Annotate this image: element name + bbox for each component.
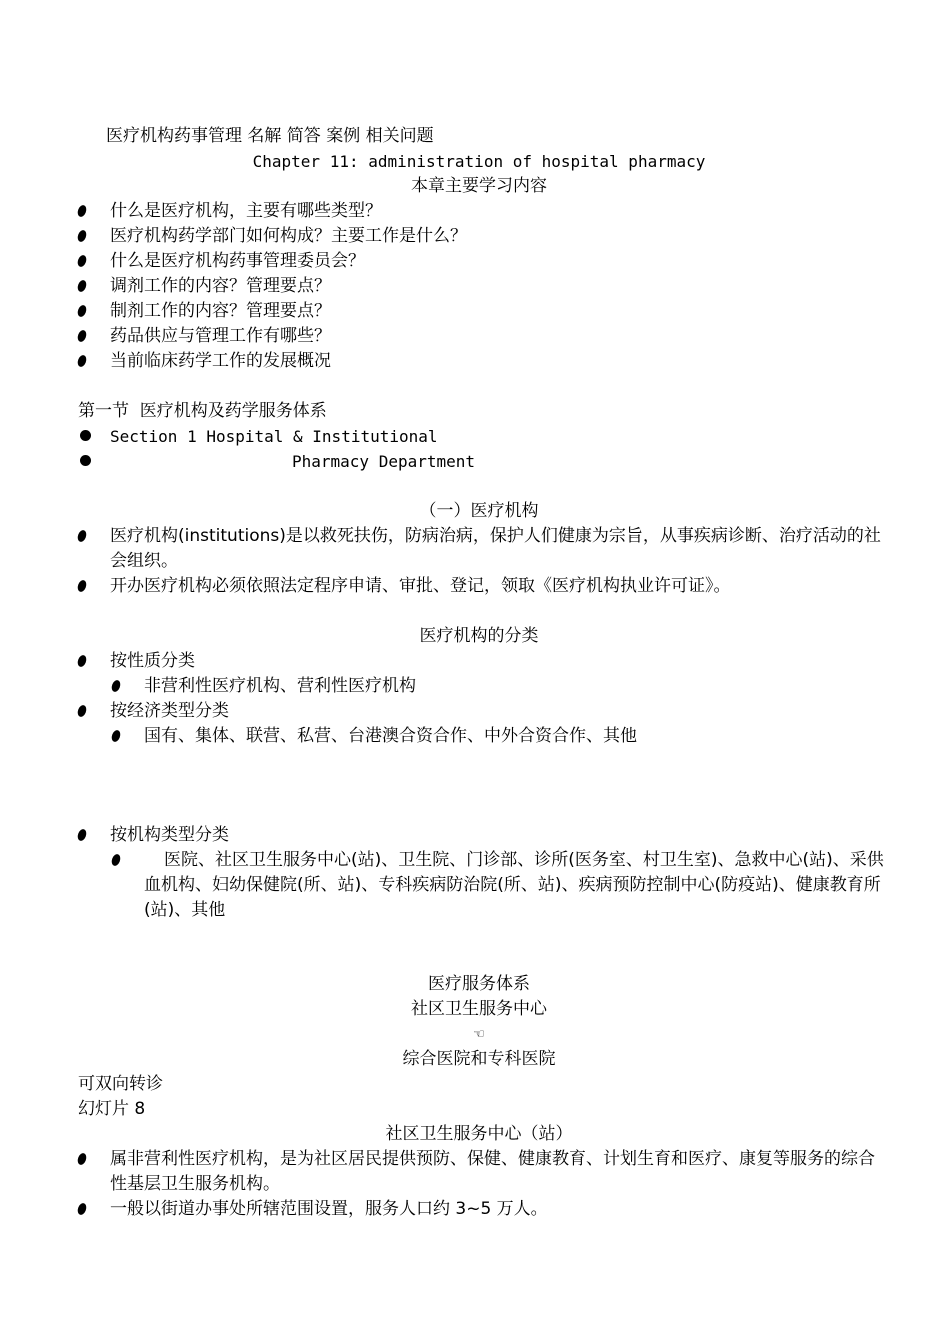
list-item: 调剂工作的内容？管理要点？ — [110, 276, 331, 296]
pointing-hand-icon: ☜ — [473, 1027, 485, 1042]
bullet-icon — [76, 529, 88, 543]
list-item: 什么是医疗机构药事管理委员会？ — [110, 251, 365, 271]
section-english-line: Pharmacy Department — [292, 452, 476, 471]
paragraph: 开办医疗机构必须依照法定程序申请、审批、登记，领取《医疗机构执业许可证》。 — [110, 576, 731, 596]
list-item: 按性质分类 — [110, 651, 195, 671]
bullet-icon — [76, 354, 88, 368]
section-english-line: Section 1 Hospital & Institutional — [110, 427, 438, 446]
service-system-heading: 医疗服务体系 — [428, 974, 530, 994]
list-subitem: 医院、社区卫生服务中心(站)、卫生院、门诊部、诊所(医务室、村卫生室)、急救中心(站)、采供血机构、妇幼保健院(所、站)、专科疾病防治院(所、站)、疾病预防控制中心(防疫站)、健康教育所(站)、其他 — [144, 850, 884, 920]
bullet-icon — [76, 329, 88, 343]
bullet-icon — [76, 704, 88, 718]
paragraph: 医疗机构(institutions)是以救死扶伤，防病治病，保护人们健康为宗旨，从事疾病诊断、治疗活动的社会组织。 — [110, 526, 881, 571]
bullet-icon — [76, 254, 88, 268]
community-center-label: 社区卫生服务中心 — [411, 999, 547, 1019]
list-item: 当前临床药学工作的发展概况 — [110, 351, 331, 371]
bullet-icon — [76, 579, 88, 593]
list-item: 药品供应与管理工作有哪些？ — [110, 326, 331, 346]
list-item: 按经济类型分类 — [110, 701, 229, 721]
study-heading: 本章主要学习内容 — [411, 176, 547, 196]
bullet-icon — [110, 729, 122, 743]
bullet-icon — [76, 304, 88, 318]
list-subitem: 国有、集体、联营、私营、台港澳合资合作、中外合资合作、其他 — [144, 726, 637, 746]
bullet-icon — [76, 828, 88, 842]
bullet-icon — [76, 204, 88, 218]
slide-label: 幻灯片 8 — [78, 1099, 146, 1119]
classification-heading: 医疗机构的分类 — [419, 626, 539, 646]
hospitals-label: 综合医院和专科医院 — [402, 1049, 556, 1069]
section-heading: 第一节 医疗机构及药学服务体系 — [78, 401, 327, 421]
document-title: 医疗机构药事管理 名解 简答 案例 相关问题 — [106, 126, 434, 146]
list-item: 医疗机构药学部门如何构成？主要工作是什么？ — [110, 226, 467, 246]
list-item: 制剂工作的内容？管理要点？ — [110, 301, 331, 321]
bullet-icon — [76, 654, 88, 668]
bullet-icon — [76, 1152, 88, 1166]
bullet-icon — [76, 229, 88, 243]
chapter-title: Chapter 11: administration of hospital pharmacy — [252, 152, 706, 171]
paragraph: 一般以街道办事处所辖范围设置，服务人口约 3~5 万人。 — [110, 1199, 548, 1219]
institutions-heading: （一）医疗机构 — [419, 501, 539, 521]
bullet-icon — [76, 1202, 88, 1216]
referral-note: 可双向转诊 — [78, 1074, 163, 1094]
list-subitem: 非营利性医疗机构、营利性医疗机构 — [144, 676, 416, 696]
bullet-icon — [110, 679, 122, 693]
bullet-icon — [80, 430, 91, 441]
community-center-heading: 社区卫生服务中心（站） — [385, 1124, 573, 1144]
list-item: 按机构类型分类 — [110, 825, 229, 845]
bullet-icon — [80, 455, 91, 466]
list-item: 什么是医疗机构，主要有哪些类型？ — [110, 201, 382, 221]
bullet-icon — [110, 853, 122, 867]
paragraph: 属非营利性医疗机构，是为社区居民提供预防、保健、健康教育、计划生育和医疗、康复等服务的综合性基层卫生服务机构。 — [110, 1149, 875, 1194]
bullet-icon — [76, 279, 88, 293]
